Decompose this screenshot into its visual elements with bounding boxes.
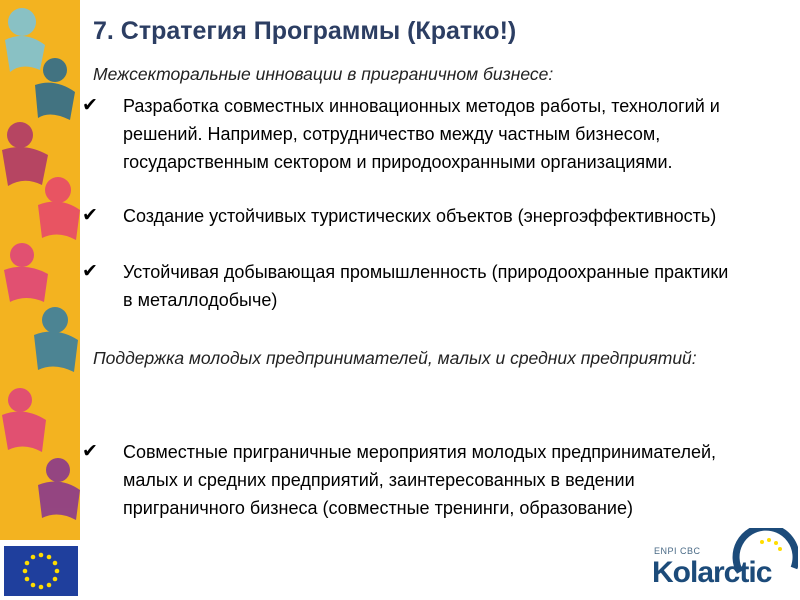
kolarctic-logo	[652, 528, 800, 600]
list-item-text: Создание устойчивых туристических объектов (энергоэффективность)	[123, 206, 717, 226]
list-item-text: Разработка совместных инновационных методов работы, технологий и решений. Например, сотрудничество между частным бизнесом, государственным сектором и природоохранными организациями.	[123, 96, 720, 172]
section-heading-entrepreneurs: Поддержка молодых предпринимателей, малых и средних предприятий:	[93, 348, 697, 368]
list-item-text: Совместные приграничные мероприятия молодых предпринимателей, малых и средних предприятий, заинтересованных в ведении приграничного бизнеса (совместные тренинги, образование)	[123, 442, 717, 518]
logo-subtitle: ENPI CBC	[654, 546, 701, 556]
logo-name: Kolarctic	[652, 556, 772, 589]
list-item	[82, 438, 742, 522]
check-icon: ✔	[82, 261, 98, 282]
decorative-figures-strip	[0, 0, 80, 540]
section-heading-innovation: Межсекторальные инновации в приграничном бизнесе:	[93, 64, 554, 84]
list-item	[82, 202, 742, 230]
list-item	[82, 258, 742, 314]
eu-flag-icon	[4, 546, 78, 596]
check-icon: ✔	[82, 95, 98, 116]
page-title: 7. Стратегия Программы (Кратко!)	[93, 17, 517, 45]
check-icon: ✔	[82, 205, 98, 226]
list-item-text: Устойчивая добывающая промышленность (природоохранные практики в металлодобыче)	[123, 262, 729, 310]
check-icon: ✔	[82, 441, 98, 462]
list-item	[82, 92, 742, 176]
